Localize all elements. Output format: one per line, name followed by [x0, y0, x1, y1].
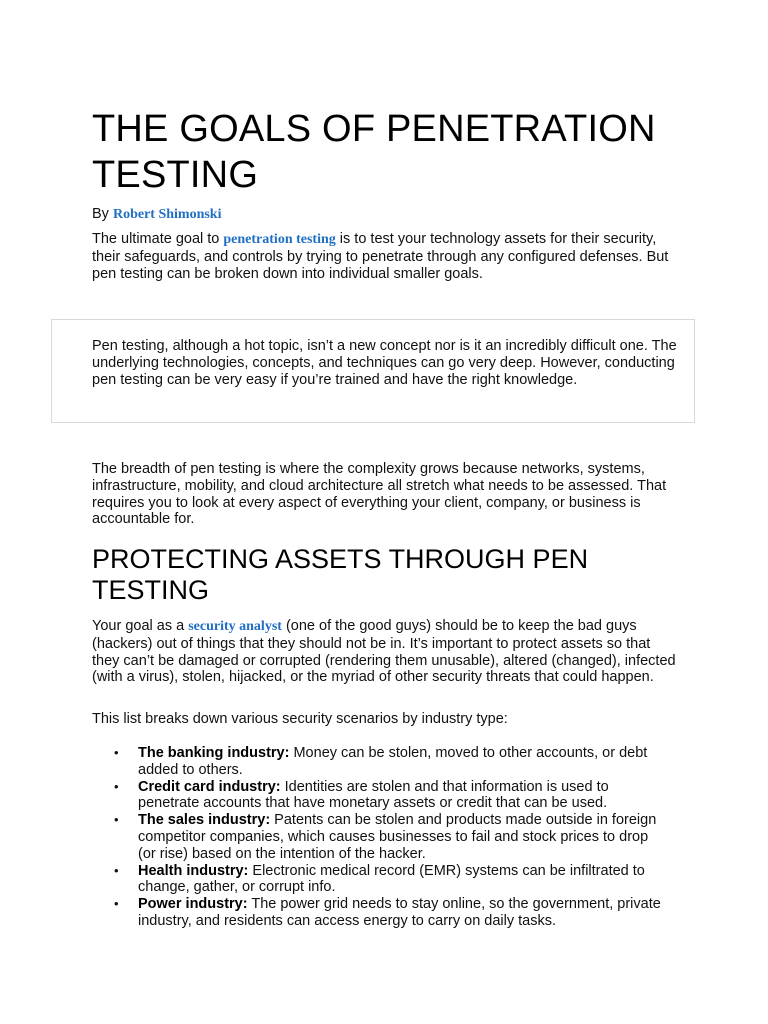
bullet-icon: • [114, 896, 119, 912]
list-item-text: The power grid needs to stay online, so the government, private industry, and residents can access energy to carry on daily tasks. [138, 896, 661, 929]
list-item [92, 812, 662, 862]
bullet-icon: • [114, 745, 119, 760]
bullet-icon: • [114, 862, 119, 878]
list-item-label: Power industry: [138, 896, 248, 913]
page-title: THE GOALS OF PENETRATION TESTING [92, 108, 656, 196]
goal-text-start: Your goal as a [92, 618, 189, 634]
list-item-label: Health industry: [138, 862, 249, 879]
intro-text-end: is to test your technology assets for their security, their safeguards, and controls by trying to penetrate through any configured defenses. But pen testing can be broken down into individual smaller goals. [92, 231, 669, 282]
list-item-text: Money can be stolen, moved to other accounts, or debt added to others. [138, 745, 648, 778]
list-item-text: Electronic medical record (EMR) systems can be infiltrated to change, gather, or corrupt info. [138, 862, 645, 896]
bullet-icon: • [114, 812, 119, 828]
security-analyst-link[interactable]: security analyst [188, 619, 282, 634]
byline-prefix: By [92, 206, 109, 222]
callout-box [51, 319, 695, 423]
byline [92, 205, 221, 224]
intro-text-start: The ultimate goal to [92, 231, 224, 247]
intro-paragraph [92, 231, 678, 282]
list-item-text: Patents can be stolen and products made outside in foreign competitor companies, which causes businesses to fail and stock prices to drop (or rise) based on the intention of the hacker. [138, 812, 657, 862]
list-item [92, 779, 662, 813]
breadth-paragraph: The breadth of pen testing is where the complexity grows because networks, systems, infrastructure, mobility, and cloud architecture all stretch what needs to be assessed. That requires you to look at every aspect of everything your client, company, or business is accountable for. [92, 461, 667, 528]
list-item-label: Credit card industry: [138, 778, 281, 795]
goal-text-end: (one of the good guys) should be to keep the bad guys (hackers) out of things that they should not be in. It’s important to protect assets so that they can’t be damaged or corrupted (rendering them unusable), altered (changed), infected (with a virus), stolen, hijacked, or the myriad of other security threats that could happen. [92, 618, 676, 686]
list-item [92, 896, 662, 930]
list-item [92, 745, 662, 779]
section-heading: PROTECTING ASSETS THROUGH PEN TESTING [92, 544, 589, 605]
list-item-text: Identities are stolen and that information is used to penetrate accounts that have monetary assets or credit that can be used. [138, 778, 609, 812]
list-item [92, 863, 662, 897]
goal-paragraph [92, 618, 678, 686]
penetration-testing-link[interactable]: penetration testing [223, 232, 336, 247]
callout-text: Pen testing, although a hot topic, isn’t a new concept nor is it an incredibly difficult one. The underlying technologies, concepts, and techniques can go very deep. However, conducting pen testing can be very easy if you’re trained and have the right knowledge. [92, 338, 677, 388]
scenario-list [92, 745, 662, 930]
bullet-icon: • [114, 778, 119, 794]
author-link[interactable]: Robert Shimonski [112, 207, 222, 222]
list-item-label: The sales industry: [138, 812, 271, 829]
list-intro: This list breaks down various security scenarios by industry type: [92, 711, 508, 727]
list-item-label: The banking industry: [138, 745, 290, 761]
